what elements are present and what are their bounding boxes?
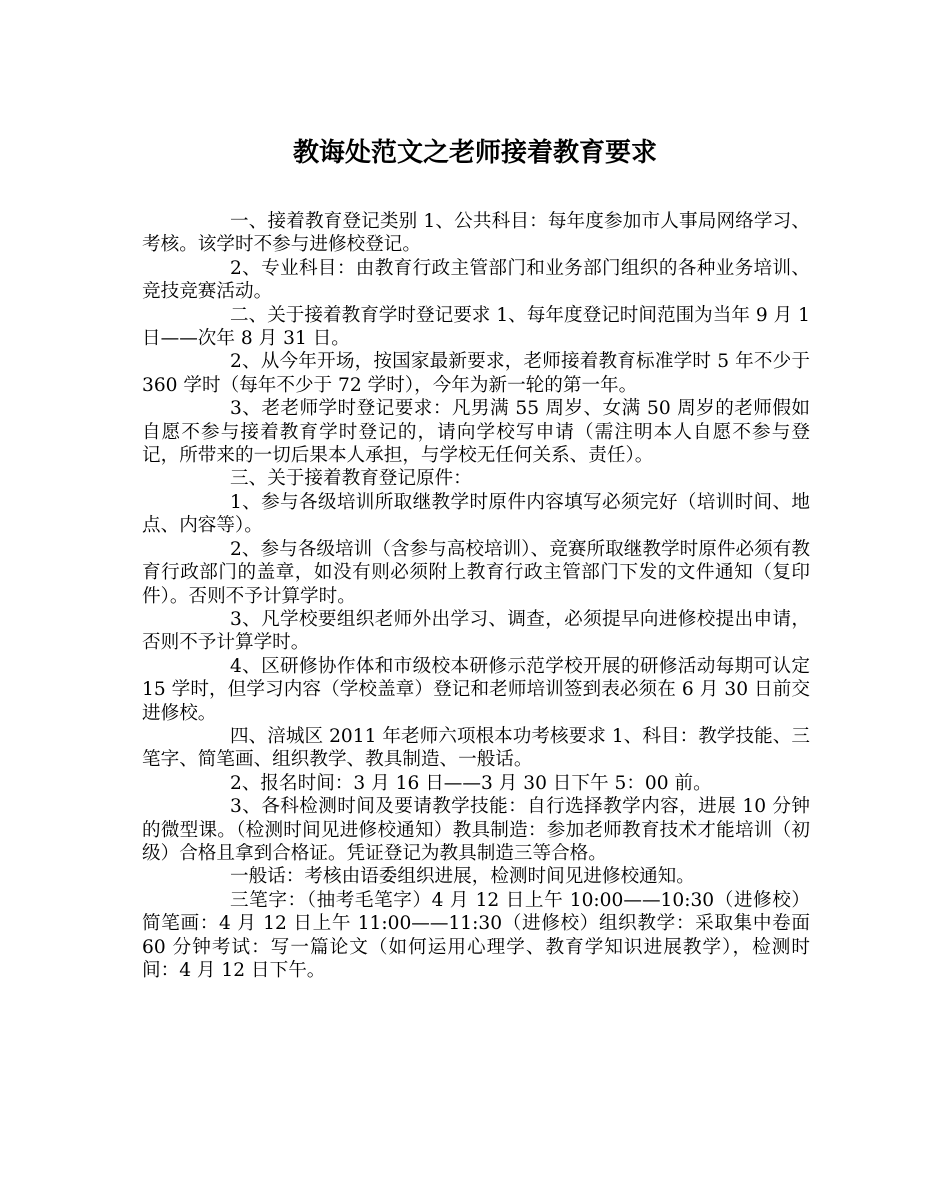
paragraph: 2、从今年开场，按国家最新要求，老师接着教育标准学时 5 年不少于 360 学时（每年不少于 72 学时），今年为新一轮的第一年。 — [142, 351, 810, 396]
document-title: 教诲处范文之老师接着教育要求 — [292, 138, 657, 168]
paragraph: 3、老老师学时登记要求：凡男满 55 周岁、女满 50 周岁的老师假如自愿不参与接着教育学时登记的，请向学校写申请（需注明本人自愿不参与登记，所带来的一切后果本人承担，与学校无任何关系、责任）。 — [142, 398, 810, 467]
paragraph: 2、参与各级培训（含参与高校培训）、竞赛所取继教学时原件必须有教育行政部门的盖章，如没有则必须附上教育行政主管部门下发的文件通知（复印件）。否则不予计算学时。 — [142, 538, 810, 607]
document-body — [142, 210, 810, 982]
paragraph: 2、专业科目：由教育行政主管部门和业务部门组织的各种业务培训、竞技竞赛活动。 — [142, 257, 810, 303]
paragraph: 三、关于接着教育登记原件： — [230, 468, 472, 490]
paragraph: 3、凡学校要组织老师外出学习、调查，必须提早向进修校提出申请，否则不予计算学时。 — [142, 608, 810, 654]
paragraph: 3、各科检测时间及要请教学技能：自行选择教学内容，进展 10 分钟的微型课。（检测时间见进修校通知）教具制造：参加老师教育技术才能培训（初级）合格且拿到合格证。凭证登记为教具制造三等合格。 — [142, 796, 810, 864]
paragraph: 4、区研修协作体和市级校本研修示范学校开展的研修活动每期可认定 15 学时，但学习内容（学校盖章）登记和老师培训签到表必须在 6 月 30 日前交进修校。 — [142, 655, 810, 724]
paragraph: 一般话：考核由语委组织进展，检测时间见进修校通知。 — [230, 866, 695, 888]
paragraph: 三笔字：（抽考毛笔字）4 月 12 日上午 10:00——10:30（进修校）简笔画：4 月 12 日上午 11:00——11:30（进修校）组织教学：采取集中卷面 60 分钟考试：写一篇论文（如何运用心理学、教育学知识进展教学），检测时间：4 月 12 日下午。 — [142, 889, 810, 981]
paragraph: 1、参与各级培训所取继教学时原件内容填写必须完好（培训时间、地点、内容等）。 — [142, 491, 810, 537]
paragraph: 二、关于接着教育学时登记要求 1、每年度登记时间范围为当年 9 月 1 日——次年 8 月 31 日。 — [142, 304, 810, 350]
paragraph: 四、涪城区 2011 年老师六项根本功考核要求 1、科目：教学技能、三笔字、简笔画、组织教学、教具制造、一般话。 — [142, 725, 810, 771]
paragraph: 一、接着教育登记类别 1、公共科目：每年度参加市人事局网络学习、考核。该学时不参与进修校登记。 — [142, 211, 810, 256]
paragraph: 2、报名时间：3 月 16 日——3 月 30 日下午 5：00 前。 — [230, 772, 712, 794]
